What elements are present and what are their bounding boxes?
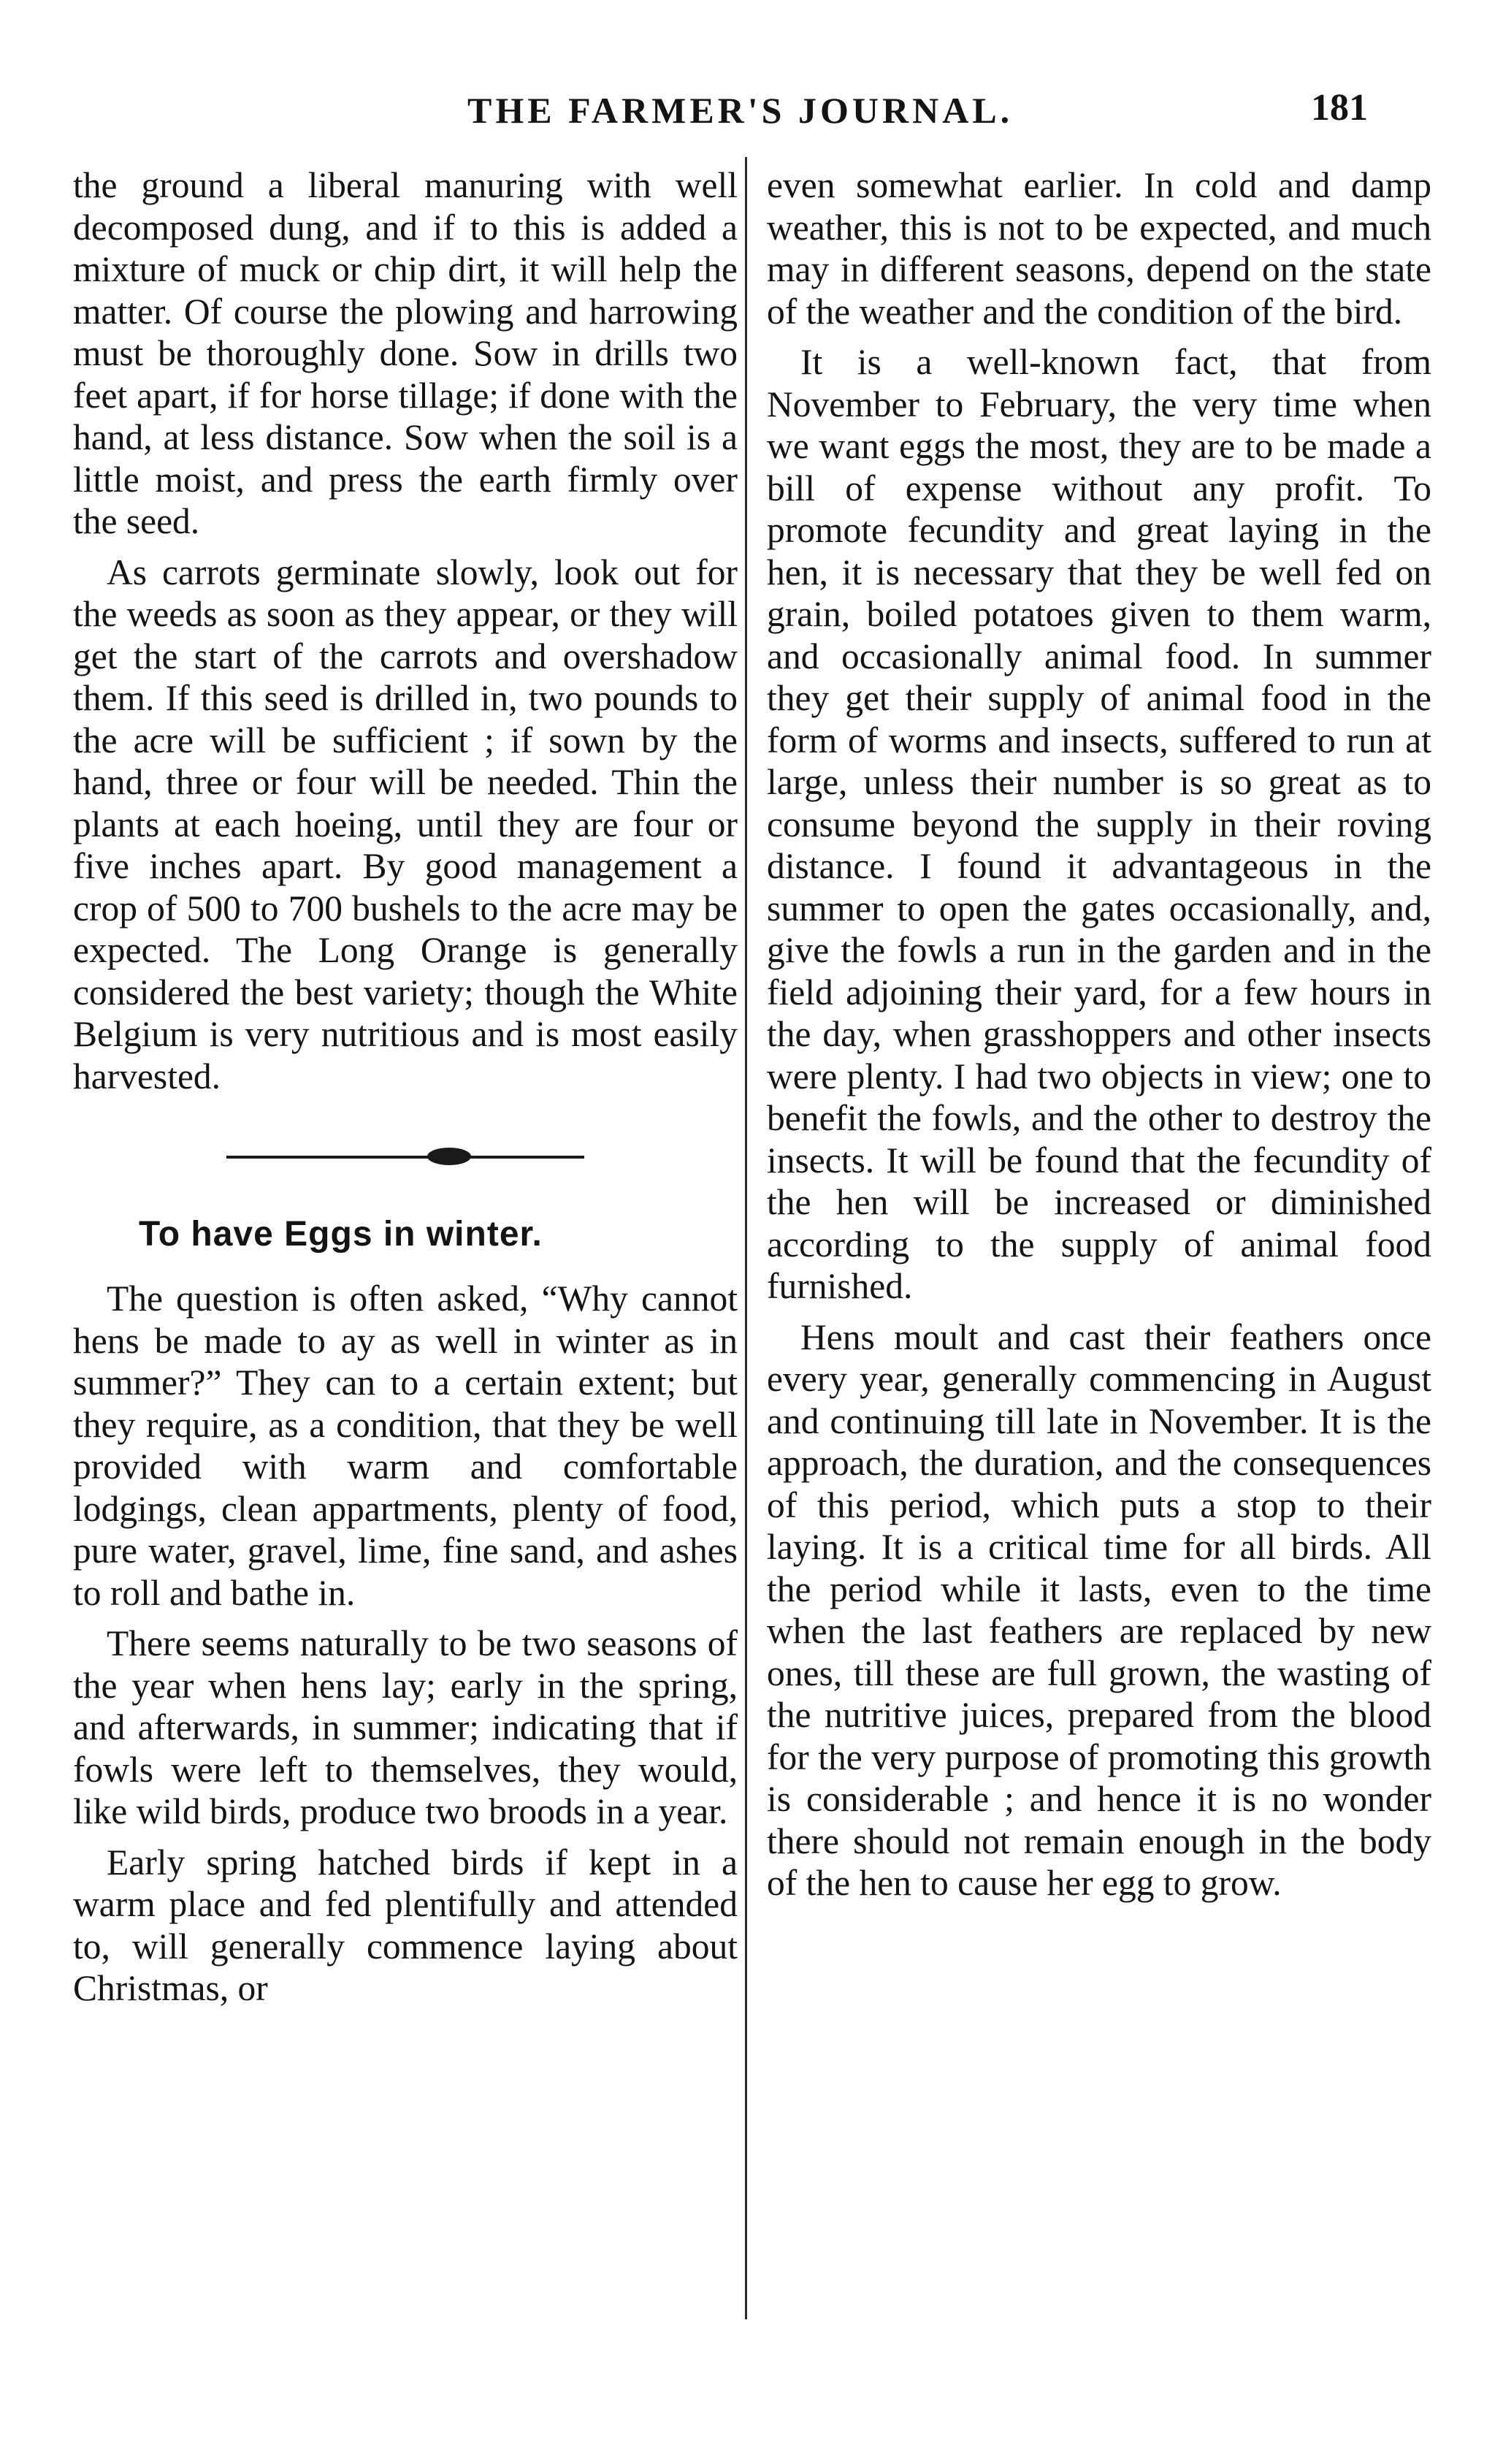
- left-column: [73, 164, 738, 2018]
- paragraph-fecundity: It is a well-known fact, that from November to February, the very time when we want eggs the most, they are to be made a bill of expense without any profit. To promote fecundity and great laying in the hen, it is necessary that they be well fed on grain, boiled potatoes given to them warm, and occasionally animal food. In summer they get their supply of animal food in the form of worms and insects, suffered to run at large, unless their number is so great as to consume beyond the supply in their roving distance. I found it advantageous in the summer to open the gates occasionally, and, give the fowls a run in the garden and in the field adjoining their yard, for a few hours in the day, when grasshoppers and other insects were plenty. I had two objects in view; one to benefit the fowls, and the other to destroy the insects. It will be found that the fecundity of the hen will be increased or diminished according to the supply of animal food furnished.: [767, 342, 1431, 1306]
- paragraph-carrot-soil: the ground a liberal manuring with well decomposed dung, and if to this is added a mixture of muck or chip dirt, it will help the matter. Of course the plowing and harrowing must be thoroughly done. Sow in drills two feet apart, if for horse tillage; if done with the hand, at less distance. Sow when the soil is a little moist, and press the earth firmly over the seed.: [73, 165, 738, 541]
- paragraph-early-spring: Early spring hatched birds if kept in a warm place and fed plentifully and attended to, will generally commence laying about Christmas, or: [73, 1842, 738, 2008]
- paragraph-carrot-weeds: As carrots germinate slowly, look out for the weeds as soon as they appear, or they will get the start of the carrots and overshadow them. If this seed is drilled in, two pounds to the acre will be sufficient ; if sown by the hand, three or four will be needed. Thin the plants at each hoeing, until they are four or five inches apart. By good management a crop of 500 to 700 bushels to the acre may be expected. The Long Orange is generally considered the best variety; though the White Belgium is very nutritious and is most easily harvested.: [73, 552, 738, 1096]
- paragraph-eggs-question: The question is often asked, “Why cannot hens be made to ay as well in winter as in summer?” They can to a certain extent; but they require, as a condition, that they be well provided with warm and comfortable lodgings, clean appartments, plenty of food, pure water, gravel, lime, fine sand, and ashes to roll and bathe in.: [73, 1278, 738, 1613]
- right-column: [767, 164, 1431, 1913]
- running-title: THE FARMER'S JOURNAL.: [467, 90, 1014, 131]
- paragraph-two-seasons: There seems naturally to be two seasons of the year when hens lay; early in the spring, and afterwards, in summer; indicating that if fowls were left to themselves, they would, like wild birds, produce two broods in a year.: [73, 1623, 738, 1831]
- section-divider: [73, 1128, 738, 1186]
- page-header: [0, 86, 1503, 145]
- divider-line: [226, 1156, 584, 1159]
- section-heading: To have Eggs in winter.: [139, 1215, 543, 1254]
- page-number: 181: [1311, 87, 1368, 129]
- paragraph-moulting: Hens moult and cast their feathers once every year, generally commencing in August and continuing till late in November. It is the approach, the duration, and the consequences of this period, which puts a stop to their laying. It is a critical time for all birds. All the period while it lasts, even to the time when the last feathers are replaced by new ones, till these are full grown, the wasting of the nutritive juices, prepared from the blood for the very purpose of promoting this growth is considerable ; and hence it is no wonder there should not remain enough in the body of the hen to cause her egg to grow.: [767, 1316, 1431, 1903]
- divider-ornament-icon: [427, 1148, 471, 1165]
- column-rule: [745, 157, 747, 2319]
- paragraph-cold-weather: even somewhat earlier. In cold and damp weather, this is not to be expected, and much may in different seasons, depend on the state of the weather and the condition of the bird.: [767, 165, 1431, 332]
